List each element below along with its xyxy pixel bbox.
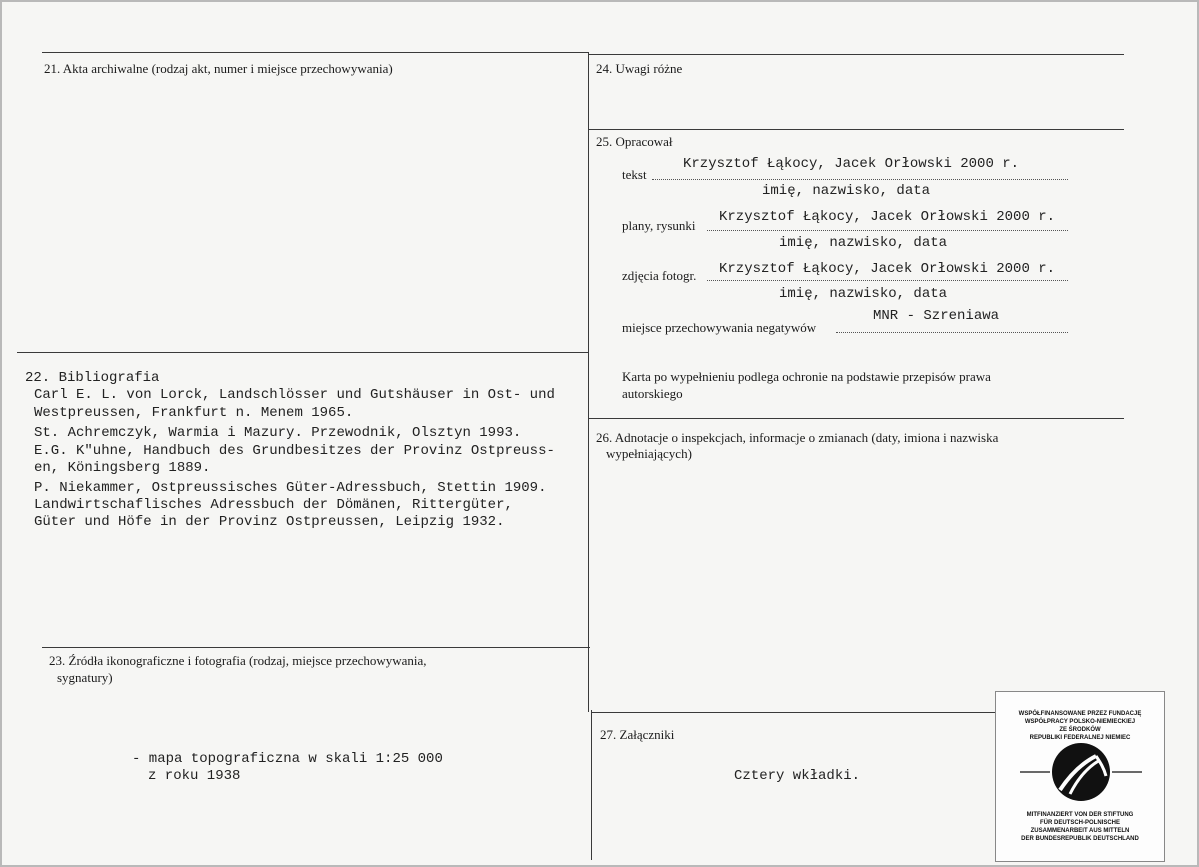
copyright-note-cont: autorskiego	[622, 386, 683, 401]
logo-polish-text	[1002, 710, 1158, 742]
logo-text-line: ZE ŚRODKÓW	[1059, 727, 1101, 733]
section-24-title: 24. Uwagi różne	[596, 61, 683, 76]
rule-21-22	[17, 352, 589, 353]
rule-24-25	[588, 129, 1124, 130]
logo-text-line: MITFINANZIERT VON DER STIFTUNG	[1026, 812, 1134, 818]
section-21-title: 21. Akta archiwalne (rodzaj akt, numer i miejsce przechowywania)	[44, 61, 393, 76]
foundation-emblem-icon	[996, 742, 1166, 802]
zdjecia-caption: imię, nazwisko, data	[779, 286, 948, 302]
plany-dotted-line	[707, 230, 1068, 231]
attachments-value: Cztery wkładki.	[734, 768, 861, 784]
section-23-title-cont: sygnatury)	[57, 670, 113, 685]
tekst-dotted-line	[652, 179, 1068, 180]
section-25-title: 25. Opracował	[596, 134, 673, 149]
tekst-value: Krzysztof Łąkocy, Jacek Orłowski 2000 r.	[683, 156, 1020, 172]
negatywy-label: miejsce przechowywania negatywów	[622, 320, 817, 335]
bibliography-entry: Güter und Höfe in der Provinz Ostpreussen, Leipzig 1932.	[34, 514, 505, 530]
logo-text-line: WSPÓŁPRACY POLSKO-NIEMIECKIEJ	[1024, 719, 1136, 725]
bibliography-entry: Westpreussen, Frankfurt n. Menem 1965.	[34, 405, 354, 421]
bibliography-entry: Carl E. L. von Lorck, Landschlösser und Gutshäuser in Ost- und	[34, 387, 555, 403]
plany-caption: imię, nazwisko, data	[779, 235, 948, 251]
top-rule-left	[42, 52, 588, 53]
section-22-title: 22. Bibliografia	[25, 370, 160, 386]
tekst-caption: imię, nazwisko, data	[762, 183, 931, 199]
bibliography-entry: E.G. K"uhne, Handbuch des Grundbesitzes der Provinz Ostpreuss-	[34, 443, 555, 459]
zdjecia-label: zdjęcia fotogr.	[622, 268, 697, 283]
section-26-title-cont: wypełniających)	[606, 446, 692, 461]
rule-25-26	[588, 418, 1124, 419]
logo-german-text	[1002, 811, 1158, 843]
tekst-label: tekst	[622, 167, 647, 182]
bibliography-entry: St. Achremczyk, Warmia i Mazury. Przewodnik, Olsztyn 1993.	[34, 425, 522, 441]
zdjecia-value: Krzysztof Łąkocy, Jacek Orłowski 2000 r.	[719, 261, 1056, 277]
logo-text-line: FÜR DEUTSCH-POLNISCHE	[1039, 820, 1120, 826]
logo-text-line: WSPÓŁFINANSOWANE PRZEZ FUNDACJĘ	[1018, 711, 1142, 717]
center-divider-upper	[588, 52, 589, 712]
negatywy-dotted-line	[836, 332, 1068, 333]
section-23-title: 23. Źródła ikonograficzne i fotografia (rodzaj, miejsce przechowywania,	[49, 653, 427, 668]
logo-text-line: ZUSAMMENARBEIT AUS MITTELN	[1030, 828, 1130, 834]
foundation-logo	[995, 691, 1165, 862]
plany-label: plany, rysunki	[622, 218, 696, 233]
bibliography-entry: P. Niekammer, Ostpreussisches Güter-Adressbuch, Stettin 1909.	[34, 480, 547, 496]
section-26-title: 26. Adnotacje o inspekcjach, informacje o zmianach (daty, imiona i nazwiska	[596, 430, 999, 445]
logo-text-line: REPUBLIKI FEDERALNEJ NIEMIEC	[1029, 735, 1131, 741]
bibliography-entry: Landwirtschaflisches Adressbuch der Dömänen, Rittergüter,	[34, 497, 513, 513]
zdjecia-dotted-line	[707, 280, 1068, 281]
center-divider-lower	[591, 710, 592, 860]
top-rule-right	[588, 54, 1124, 55]
iconography-entry-year: z roku 1938	[148, 768, 241, 784]
copyright-note: Karta po wypełnieniu podlega ochronie na podstawie przepisów prawa	[622, 369, 991, 384]
logo-text-line: DER BUNDESREPUBLIK DEUTSCHLAND	[1021, 836, 1139, 842]
iconography-entry: - mapa topograficzna w skali 1:25 000	[132, 751, 443, 767]
rule-22-23	[42, 647, 590, 648]
section-27-title: 27. Załączniki	[600, 727, 675, 742]
plany-value: Krzysztof Łąkocy, Jacek Orłowski 2000 r.	[719, 209, 1056, 225]
rule-26-27	[591, 712, 995, 713]
negatywy-value: MNR - Szreniawa	[873, 308, 1000, 324]
bibliography-entry: en, Köningsberg 1889.	[34, 460, 211, 476]
